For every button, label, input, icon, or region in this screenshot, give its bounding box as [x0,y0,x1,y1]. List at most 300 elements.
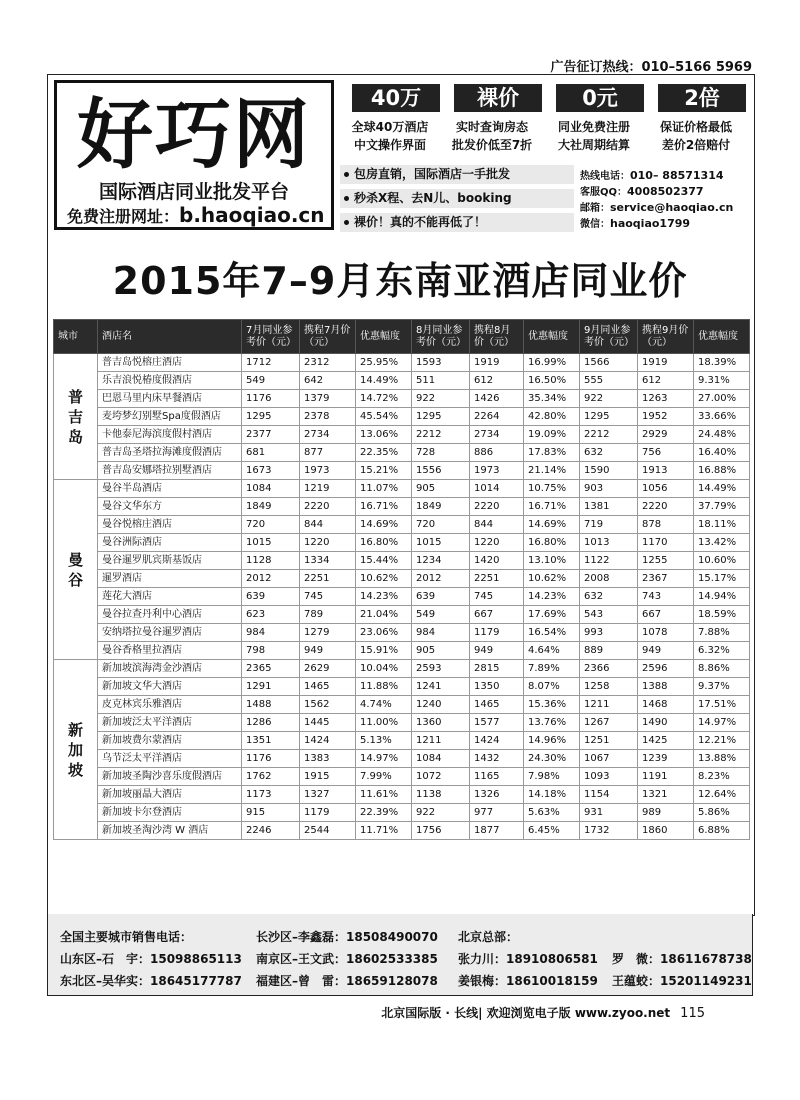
price-cell: 16.50% [524,372,580,390]
hotel-name-cell: 新加坡文华大酒店 [98,678,242,696]
table-row [54,426,750,444]
price-cell: 18.59% [694,606,750,624]
hotel-name-cell: 普吉岛安娜塔拉别墅酒店 [98,462,242,480]
price-cell: 24.30% [524,750,580,768]
register-url[interactable]: b.haoqiao.cn [179,203,325,227]
price-cell: 18.39% [694,354,750,372]
table-row [54,498,750,516]
feature-line: 实时查询房态 [455,120,528,134]
table-row [54,804,750,822]
table-row [54,570,750,588]
price-cell: 1093 [580,768,638,786]
price-cell: 2264 [470,408,524,426]
price-cell: 1258 [580,678,638,696]
price-cell: 1424 [300,732,356,750]
price-cell: 719 [580,516,638,534]
price-cell: 2629 [300,660,356,678]
register-url-line [67,203,325,227]
hotel-name-cell: 新加坡圣陶沙喜乐度假酒店 [98,768,242,786]
price-cell: 14.23% [356,588,412,606]
column-header: 城市 [54,320,98,354]
price-cell: 984 [242,624,300,642]
hotel-name-cell: 乐吉浪悦椿度假酒店 [98,372,242,390]
price-cell: 1239 [638,750,694,768]
contact-info [580,168,750,232]
price-cell: 18.11% [694,516,750,534]
price-cell: 1170 [638,534,694,552]
price-cell: 1191 [638,768,694,786]
hotel-name-cell: 曼谷拉查丹利中心酒店 [98,606,242,624]
table-row [54,768,750,786]
price-cell: 681 [242,444,300,462]
sales-title: 全国主要城市销售电话： [60,930,193,944]
price-cell: 1425 [638,732,694,750]
price-cell: 16.71% [356,498,412,516]
table-row [54,750,750,768]
feature-line: 同业免费注册 [557,120,630,134]
price-cell: 2593 [412,660,470,678]
price-cell: 2929 [638,426,694,444]
price-cell: 931 [580,804,638,822]
hotel-name-cell: 新加坡滨海湾金沙酒店 [98,660,242,678]
price-cell: 1084 [412,750,470,768]
price-cell: 2246 [242,822,300,840]
price-cell: 1220 [300,534,356,552]
hotel-name-cell: 暹罗酒店 [98,570,242,588]
price-cell: 1176 [242,750,300,768]
price-cell: 1251 [580,732,638,750]
price-cell: 14.97% [356,750,412,768]
price-cell: 16.88% [694,462,750,480]
price-cell: 1211 [580,696,638,714]
register-label: 免费注册网址： [67,207,180,226]
price-cell: 1078 [638,624,694,642]
hotel-name-cell: 麦垮梦幻别墅Spa度假酒店 [98,408,242,426]
price-cell: 549 [412,606,470,624]
table-header-row [54,320,750,354]
price-cell: 2544 [300,822,356,840]
logo-block [54,80,334,230]
price-cell: 24.48% [694,426,750,444]
price-cell: 1015 [412,534,470,552]
price-cell: 14.94% [694,588,750,606]
feature-line: 差价2倍赔付 [661,138,731,152]
price-cell: 1165 [470,768,524,786]
price-cell: 1673 [242,462,300,480]
price-cell: 667 [470,606,524,624]
price-cell: 8.23% [694,768,750,786]
price-cell: 789 [300,606,356,624]
price-cell: 14.97% [694,714,750,732]
price-cell: 33.66% [694,408,750,426]
table-row [54,822,750,840]
price-cell: 1013 [580,534,638,552]
hotel-name-cell: 曼谷香格里拉酒店 [98,642,242,660]
price-cell: 1176 [242,390,300,408]
hotel-name-cell: 普吉岛圣塔拉海滩度假酒店 [98,444,242,462]
price-cell: 1179 [470,624,524,642]
column-header: 优惠幅度 [694,320,750,354]
price-cell: 1240 [412,696,470,714]
price-cell: 6.45% [524,822,580,840]
price-cell: 5.86% [694,804,750,822]
table-row [54,696,750,714]
price-cell: 25.95% [356,354,412,372]
column-header: 优惠幅度 [356,320,412,354]
price-cell: 14.18% [524,786,580,804]
price-cell: 642 [300,372,356,390]
price-cell: 1154 [580,786,638,804]
price-cell: 903 [580,480,638,498]
price-cell: 1732 [580,822,638,840]
price-cell: 14.72% [356,390,412,408]
feature-line: 大社周期结算 [557,138,630,152]
price-cell: 1465 [300,678,356,696]
price-cell: 16.99% [524,354,580,372]
price-cell: 14.69% [524,516,580,534]
price-cell: 2220 [300,498,356,516]
price-cell: 1849 [242,498,300,516]
price-cell: 2012 [242,570,300,588]
promo-bullet: 裸价！真的不能再低了！ [340,213,574,232]
logo-subtitle: 国际酒店同业批发平台 [98,181,289,203]
price-cell: 1468 [638,696,694,714]
price-cell: 42.80% [524,408,580,426]
price-cell: 11.88% [356,678,412,696]
promo-bullets [340,165,574,237]
price-cell: 5.63% [524,804,580,822]
hotel-name-cell: 皮克林宾乐雅酒店 [98,696,242,714]
price-cell: 1445 [300,714,356,732]
price-cell: 7.99% [356,768,412,786]
table-row [54,408,750,426]
feature-line: 中文操作界面 [353,138,426,152]
city-cell: 曼谷 [54,480,98,660]
column-header: 携程9月价（元） [638,320,694,354]
price-cell: 1350 [470,678,524,696]
sales-hq: 北京总部： [458,930,519,944]
column-header: 7月同业参考价（元） [242,320,300,354]
price-cell: 8.07% [524,678,580,696]
city-cell: 新加坡 [54,660,98,840]
sales-entry: 长沙区–李鑫磊：18508490070 [256,930,438,944]
price-cell: 12.64% [694,786,750,804]
sales-entry: 山东区–石 宇：15098865113 [60,952,242,966]
feature-line: 批发价低至7折 [451,138,533,152]
table-row [54,372,750,390]
price-cell: 1490 [638,714,694,732]
price-cell: 2251 [300,570,356,588]
price-cell: 14.23% [524,588,580,606]
table-row [54,588,750,606]
price-cell: 15.91% [356,642,412,660]
price-cell: 2008 [580,570,638,588]
feature-badge: 40万 [352,84,440,112]
price-cell: 16.71% [524,498,580,516]
price-cell: 1279 [300,624,356,642]
price-cell: 623 [242,606,300,624]
table-row [54,714,750,732]
price-cell: 1383 [300,750,356,768]
price-cell: 1562 [300,696,356,714]
price-cell: 1762 [242,768,300,786]
sales-entry: 南京区–王文武：18602533385 [256,952,438,966]
column-header: 9月同业参考价（元） [580,320,638,354]
price-cell: 1426 [470,390,524,408]
hotel-name-cell: 巴恩马里内床早餐酒店 [98,390,242,408]
price-cell: 612 [638,372,694,390]
price-cell: 798 [242,642,300,660]
price-cell: 2365 [242,660,300,678]
city-cell: 普吉岛 [54,354,98,480]
price-cell: 511 [412,372,470,390]
hotel-name-cell: 安纳塔拉曼谷暹罗酒店 [98,624,242,642]
price-cell: 889 [580,642,638,660]
price-cell: 728 [412,444,470,462]
price-cell: 10.62% [356,570,412,588]
sales-contacts [47,914,753,996]
column-header: 优惠幅度 [524,320,580,354]
contact-hotline: 热线电话：010– 88571314 [580,169,724,182]
contact-email[interactable]: 邮箱：service@haoqiao.cn [580,201,734,214]
price-cell: 2312 [300,354,356,372]
price-cell: 989 [638,804,694,822]
price-cell: 984 [412,624,470,642]
price-cell: 1327 [300,786,356,804]
price-cell: 1360 [412,714,470,732]
hotel-name-cell: 卡他泰尼海滨度假村酒店 [98,426,242,444]
hotel-name-cell: 曼谷文华东方 [98,498,242,516]
price-cell: 16.80% [356,534,412,552]
price-cell: 1860 [638,822,694,840]
price-cell: 1241 [412,678,470,696]
price-cell: 1379 [300,390,356,408]
price-cell: 1919 [638,354,694,372]
price-cell: 10.75% [524,480,580,498]
price-cell: 1919 [470,354,524,372]
price-cell: 632 [580,588,638,606]
price-cell: 1179 [300,804,356,822]
page-headline: 2015年7–9月东南亚酒店同业价 [112,259,688,303]
table-row [54,624,750,642]
price-cell: 1877 [470,822,524,840]
price-cell: 1286 [242,714,300,732]
price-cell: 11.00% [356,714,412,732]
price-cell: 720 [242,516,300,534]
table-row [54,732,750,750]
hotel-name-cell: 新加坡卡尔登酒店 [98,804,242,822]
price-cell: 1952 [638,408,694,426]
ad-hotline: 广告征订热线：010–5166 5969 [550,60,752,75]
table-row [54,516,750,534]
price-cell: 1566 [580,354,638,372]
sales-entry: 东北区–吴华实：18645177787 [60,974,242,988]
price-cell: 13.76% [524,714,580,732]
table-row [54,444,750,462]
bullet-dot-icon [344,172,349,177]
price-cell: 2815 [470,660,524,678]
contact-qq: 客服QQ：4008502377 [580,185,704,198]
price-cell: 743 [638,588,694,606]
price-cell: 11.71% [356,822,412,840]
price-cell: 35.34% [524,390,580,408]
price-cell: 886 [470,444,524,462]
price-cell: 915 [242,804,300,822]
hotel-name-cell: 新加坡泛太平洋酒店 [98,714,242,732]
price-cell: 1973 [300,462,356,480]
price-cell: 1913 [638,462,694,480]
feature-line: 保证价格最低 [659,120,732,134]
price-cell: 1128 [242,552,300,570]
table-row [54,534,750,552]
page-number: 115 [680,1006,705,1021]
hotel-name-cell: 新加坡丽晶大酒店 [98,786,242,804]
hotel-name-cell: 乌节泛太平洋酒店 [98,750,242,768]
price-cell: 16.40% [694,444,750,462]
price-cell: 1465 [470,696,524,714]
price-cell: 12.21% [694,732,750,750]
price-cell: 16.80% [524,534,580,552]
promo-bullet: 包房直销，国际酒店一手批发 [340,165,574,184]
column-header: 8月同业参考价（元） [412,320,470,354]
price-cell: 13.10% [524,552,580,570]
price-cell: 14.96% [524,732,580,750]
price-cell: 13.88% [694,750,750,768]
price-cell: 756 [638,444,694,462]
price-cell: 1211 [412,732,470,750]
price-cell: 905 [412,642,470,660]
price-cell: 745 [300,588,356,606]
price-cell: 14.49% [356,372,412,390]
promo-bullet: 秒杀X程、去N儿、booking [340,189,574,208]
price-cell: 1593 [412,354,470,372]
price-cell: 2377 [242,426,300,444]
price-cell: 1321 [638,786,694,804]
hotel-name-cell: 曼谷半岛酒店 [98,480,242,498]
price-cell: 2220 [638,498,694,516]
price-cell: 1295 [242,408,300,426]
table-row [54,786,750,804]
price-cell: 1255 [638,552,694,570]
price-cell: 1015 [242,534,300,552]
price-cell: 1420 [470,552,524,570]
bullet-dot-icon [344,196,349,201]
table-row [54,552,750,570]
price-cell: 1712 [242,354,300,372]
table-row [54,462,750,480]
price-cell: 1084 [242,480,300,498]
price-cell: 1590 [580,462,638,480]
price-cell: 1234 [412,552,470,570]
bullet-dot-icon [344,220,349,225]
price-cell: 37.79% [694,498,750,516]
price-cell: 2596 [638,660,694,678]
price-cell: 1267 [580,714,638,732]
price-cell: 639 [242,588,300,606]
price-cell: 993 [580,624,638,642]
hotel-name-cell: 普吉岛悦榕庄酒店 [98,354,242,372]
price-cell: 2734 [470,426,524,444]
column-header: 携程8月价（元） [470,320,524,354]
price-cell: 1122 [580,552,638,570]
sales-entry: 罗 微：18611678738 [612,952,752,966]
footer-text: 北京国际版 · 长线| 欢迎浏览电子版 www.zyoo.net [381,1006,671,1020]
price-cell: 977 [470,804,524,822]
price-cell: 17.69% [524,606,580,624]
price-cell: 639 [412,588,470,606]
price-cell: 4.64% [524,642,580,660]
price-cell: 14.69% [356,516,412,534]
price-cell: 11.07% [356,480,412,498]
price-cell: 1577 [470,714,524,732]
price-cell: 1756 [412,822,470,840]
price-cell: 7.89% [524,660,580,678]
table-row [54,660,750,678]
price-cell: 905 [412,480,470,498]
price-cell: 1295 [580,408,638,426]
price-cell: 1291 [242,678,300,696]
sales-entry: 福建区–曾 雷：18659128078 [256,974,438,988]
price-cell: 949 [638,642,694,660]
price-cell: 1424 [470,732,524,750]
price-cell: 1014 [470,480,524,498]
price-cell: 844 [470,516,524,534]
price-cell: 23.06% [356,624,412,642]
price-cell: 1849 [412,498,470,516]
price-cell: 2367 [638,570,694,588]
price-cell: 2366 [580,660,638,678]
price-cell: 15.36% [524,696,580,714]
table-row [54,678,750,696]
price-cell: 5.13% [356,732,412,750]
price-cell: 8.86% [694,660,750,678]
price-cell: 2378 [300,408,356,426]
table-row [54,354,750,372]
price-cell: 16.54% [524,624,580,642]
price-cell: 922 [580,390,638,408]
price-cell: 22.39% [356,804,412,822]
price-cell: 949 [300,642,356,660]
hotel-name-cell: 新加坡费尔蒙酒店 [98,732,242,750]
price-cell: 1488 [242,696,300,714]
price-cell: 4.74% [356,696,412,714]
hotel-name-cell: 曼谷洲际酒店 [98,534,242,552]
price-cell: 1072 [412,768,470,786]
table-row [54,606,750,624]
column-header: 携程7月价（元） [300,320,356,354]
price-cell: 745 [470,588,524,606]
hotel-name-cell: 新加坡圣淘沙湾 W 酒店 [98,822,242,840]
price-cell: 1915 [300,768,356,786]
price-cell: 17.51% [694,696,750,714]
price-cell: 1219 [300,480,356,498]
price-cell: 2012 [412,570,470,588]
sales-entry: 姜银梅：18610018159 [458,974,598,988]
price-cell: 21.04% [356,606,412,624]
sales-entry: 王蕴蛟：15201149231 [612,974,752,988]
feature-badge: 0元 [556,84,644,112]
price-cell: 632 [580,444,638,462]
price-cell: 13.42% [694,534,750,552]
table-row [54,390,750,408]
price-cell: 1556 [412,462,470,480]
price-cell: 10.62% [524,570,580,588]
price-cell: 2212 [580,426,638,444]
price-cell: 543 [580,606,638,624]
price-cell: 14.49% [694,480,750,498]
price-cell: 22.35% [356,444,412,462]
price-cell: 6.88% [694,822,750,840]
